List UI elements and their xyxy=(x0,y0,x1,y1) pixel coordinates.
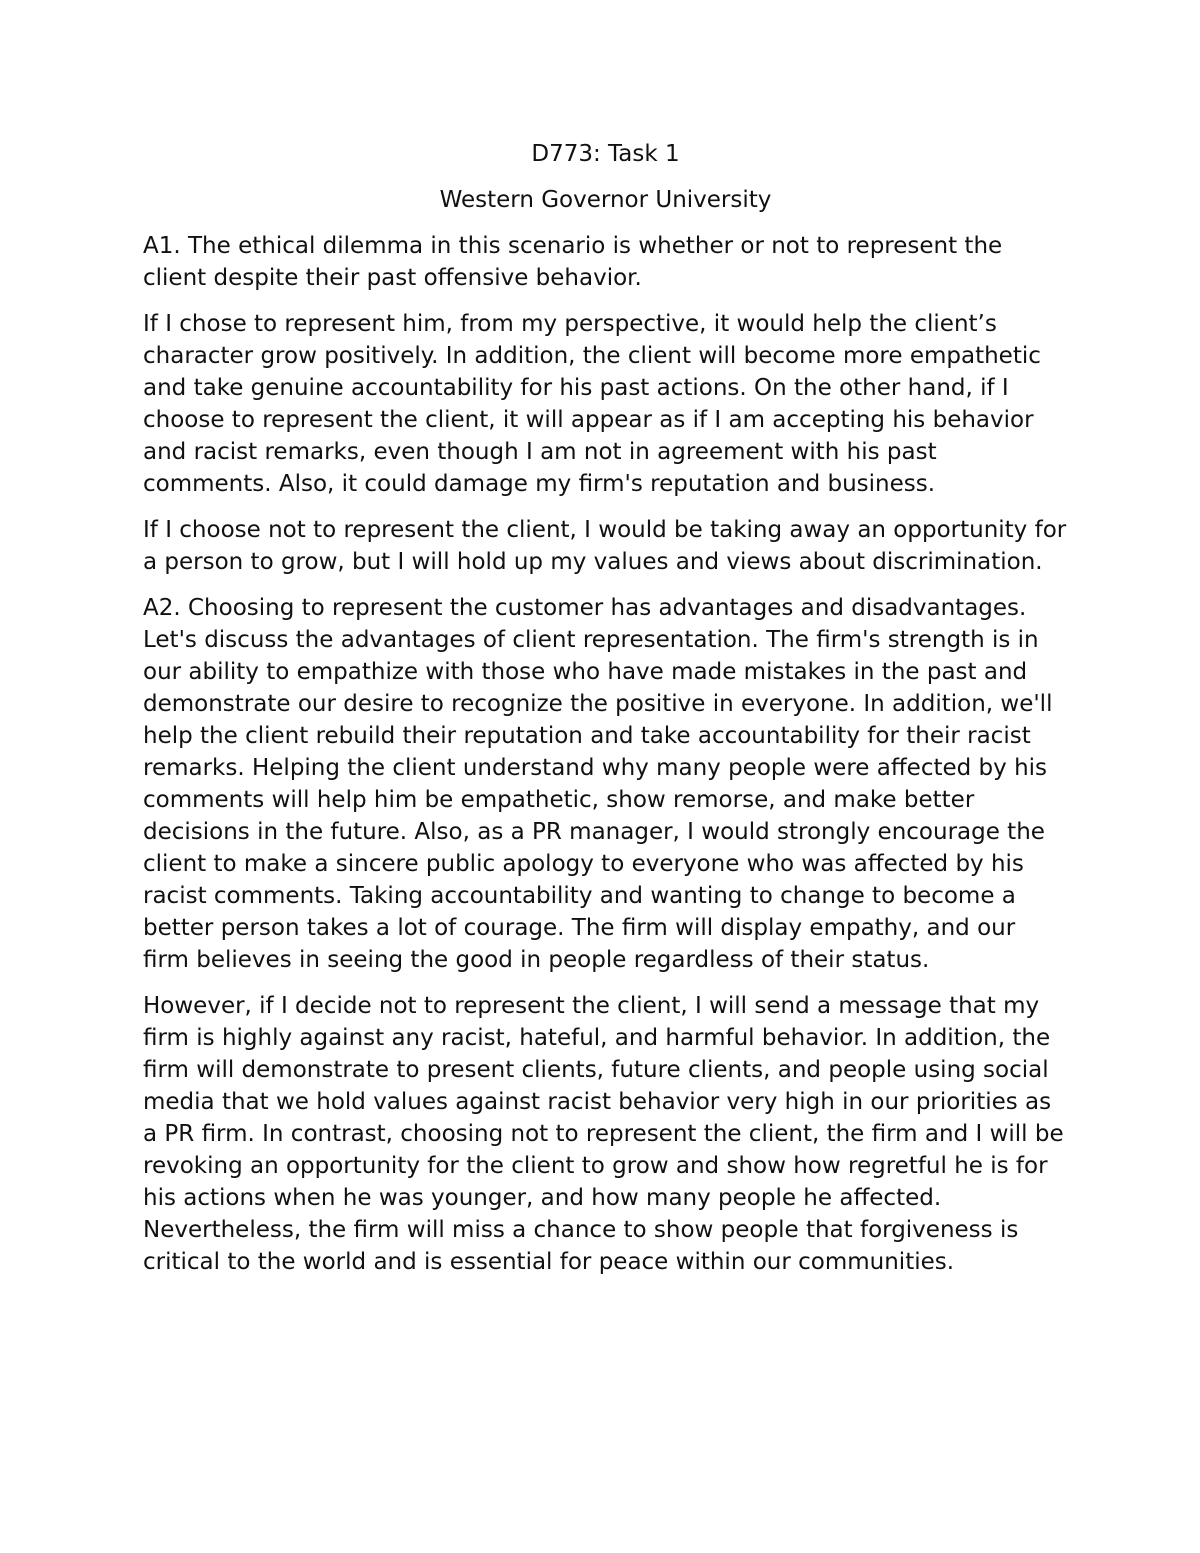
document-body xyxy=(143,138,1068,1292)
institution-name: Western Governor University xyxy=(439,187,772,213)
paragraph-a2: A2. Choosing to represent the customer has advantages and disadvantages. Let's discuss the advantages of client representation. The firm's strength is in our ability to empathize with those who have made mistakes in the past and demonstrate our desire to recognize the positive in everyone. In addition, we'll help the client rebuild their reputation and take accountability for their racist remarks. Helping the client understand why many people were affected by his comments will help him be empathetic, show remorse, and make better decisions in the future. Also, as a PR manager, I would strongly encourage the client to make a sincere public apology to everyone who was affected by his racist comments. Taking accountability and wanting to change to become a better person takes a lot of courage. The firm will display empathy, and our firm believes in seeing the good in people regardless of their status. xyxy=(143,595,1053,973)
paragraph-not-represent: If I choose not to represent the client, I would be taking away an opportunity for a person to grow, but I will hold up my values and views about discrimination. xyxy=(143,517,1067,575)
document-title: D773: Task 1 xyxy=(531,141,680,167)
paragraph-a1: A1. The ethical dilemma in this scenario is whether or not to represent the client despite their past offensive behavior. xyxy=(143,233,1003,291)
paragraph-represent: If I chose to represent him, from my perspective, it would help the client’s character grow positively. In addition, the client will become more empathetic and take genuine accountability for his past actions. On the other hand, if I choose to represent the client, it will appear as if I am accepting his behavior and racist remarks, even though I am not in agreement with his past comments. Also, it could damage my firm's reputation and business. xyxy=(143,311,1041,497)
paragraph-however: However, if I decide not to represent the client, I will send a message that my firm is highly against any racist, hateful, and harmful behavior. In addition, the firm will demonstrate to present clients, future clients, and people using social media that we hold values against racist behavior very high in our priorities as a PR firm. In contrast, choosing not to represent the client, the firm and I will be revoking an opportunity for the client to grow and show how regretful he is for his actions when he was younger, and how many people he affected. Nevertheless, the firm will miss a chance to show people that forgiveness is critical to the world and is essential for peace within our communities. xyxy=(143,993,1064,1275)
